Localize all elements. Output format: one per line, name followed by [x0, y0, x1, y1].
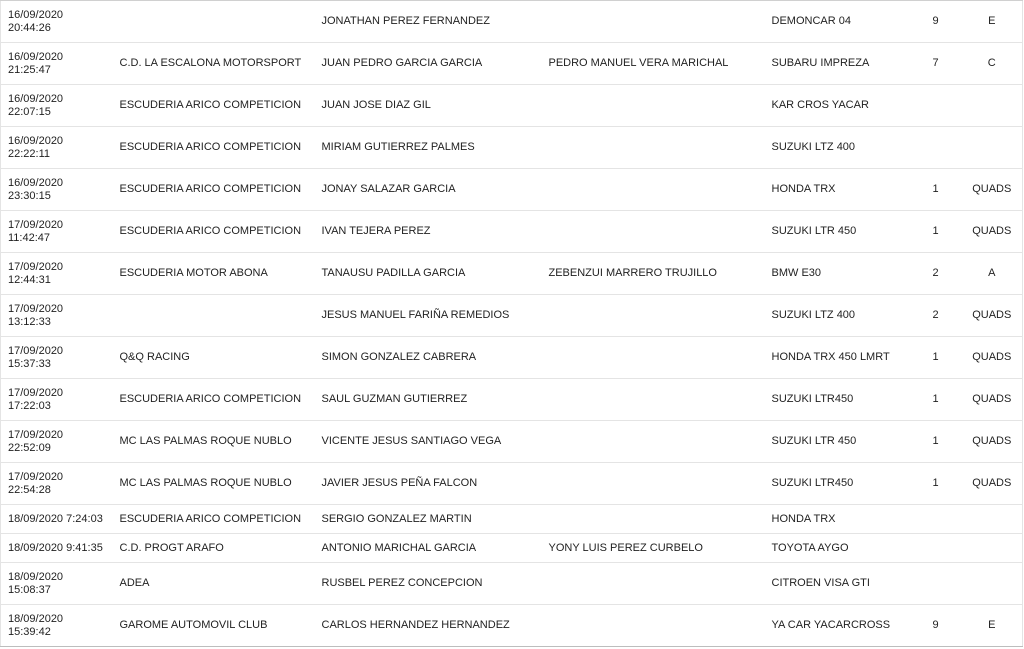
- table-row: [1, 563, 1023, 605]
- cell-driver: SAUL GUZMAN GUTIERREZ: [315, 379, 542, 421]
- datetime-date: 18/09/2020: [8, 570, 64, 583]
- datetime-date: 16/09/2020: [8, 134, 64, 147]
- cell-driver: VICENTE JESUS SANTIAGO VEGA: [315, 421, 542, 463]
- cell-datetime: [1, 127, 113, 169]
- cell-datetime: [1, 379, 113, 421]
- datetime-time: 22:07:15: [8, 105, 51, 118]
- cell-number: 1: [910, 379, 962, 421]
- cell-vehicle: BMW E30: [765, 253, 910, 295]
- cell-driver: CARLOS HERNANDEZ HERNANDEZ: [315, 605, 542, 647]
- cell-club: [113, 295, 315, 337]
- cell-club: ESCUDERIA ARICO COMPETICION: [113, 169, 315, 211]
- cell-club: ADEA: [113, 563, 315, 605]
- table-row: [1, 295, 1023, 337]
- cell-codriver: [542, 295, 765, 337]
- table-row: [1, 463, 1023, 505]
- datetime-time: 20:44:26: [8, 21, 51, 34]
- cell-number: 1: [910, 421, 962, 463]
- cell-datetime: [1, 337, 113, 379]
- cell-driver: JONAY SALAZAR GARCIA: [315, 169, 542, 211]
- cell-datetime: [1, 169, 113, 211]
- datetime-date: 16/09/2020: [8, 92, 64, 105]
- cell-category: A: [962, 253, 1023, 295]
- cell-category: QUADS: [962, 379, 1023, 421]
- cell-club: ESCUDERIA ARICO COMPETICION: [113, 127, 315, 169]
- cell-vehicle: SUZUKI LTZ 400: [765, 127, 910, 169]
- cell-datetime: [1, 505, 113, 534]
- datetime-date: 18/09/2020 9:41:35: [8, 541, 103, 554]
- cell-driver: JUAN PEDRO GARCIA GARCIA: [315, 43, 542, 85]
- cell-codriver: [542, 211, 765, 253]
- datetime-date: 17/09/2020: [8, 386, 64, 399]
- datetime-date: 16/09/2020: [8, 8, 64, 21]
- cell-driver: SIMON GONZALEZ CABRERA: [315, 337, 542, 379]
- cell-codriver: [542, 127, 765, 169]
- cell-category: QUADS: [962, 463, 1023, 505]
- cell-vehicle: SUZUKI LTR450: [765, 379, 910, 421]
- datetime-date: 17/09/2020: [8, 302, 64, 315]
- datetime-time: 22:54:28: [8, 483, 51, 496]
- cell-datetime: [1, 534, 113, 563]
- cell-category: [962, 534, 1023, 563]
- cell-vehicle: SUBARU IMPREZA: [765, 43, 910, 85]
- cell-category: C: [962, 43, 1023, 85]
- cell-vehicle: CITROEN VISA GTI: [765, 563, 910, 605]
- cell-number: 7: [910, 43, 962, 85]
- datetime-time: 11:42:47: [8, 231, 51, 244]
- datetime-time: 15:37:33: [8, 357, 51, 370]
- cell-number: 2: [910, 253, 962, 295]
- cell-club: Q&Q RACING: [113, 337, 315, 379]
- cell-driver: IVAN TEJERA PEREZ: [315, 211, 542, 253]
- cell-category: [962, 127, 1023, 169]
- cell-driver: JESUS MANUEL FARIÑA REMEDIOS: [315, 295, 542, 337]
- cell-driver: MIRIAM GUTIERREZ PALMES: [315, 127, 542, 169]
- cell-vehicle: HONDA TRX: [765, 505, 910, 534]
- datetime-time: 12:44:31: [8, 273, 51, 286]
- cell-category: QUADS: [962, 169, 1023, 211]
- cell-vehicle: YA CAR YACARCROSS: [765, 605, 910, 647]
- cell-number: 9: [910, 605, 962, 647]
- cell-driver: JONATHAN PEREZ FERNANDEZ: [315, 1, 542, 43]
- cell-category: QUADS: [962, 421, 1023, 463]
- cell-category: [962, 563, 1023, 605]
- cell-number: 1: [910, 211, 962, 253]
- cell-driver: JAVIER JESUS PEÑA FALCON: [315, 463, 542, 505]
- table-row: [1, 253, 1023, 295]
- cell-club: [113, 1, 315, 43]
- cell-category: QUADS: [962, 295, 1023, 337]
- cell-club: MC LAS PALMAS ROQUE NUBLO: [113, 421, 315, 463]
- table-row: [1, 421, 1023, 463]
- table-row: [1, 379, 1023, 421]
- cell-club: MC LAS PALMAS ROQUE NUBLO: [113, 463, 315, 505]
- cell-codriver: ZEBENZUI MARRERO TRUJILLO: [542, 253, 765, 295]
- table-row: [1, 169, 1023, 211]
- datetime-date: 16/09/2020: [8, 176, 64, 189]
- datetime-date: 16/09/2020: [8, 50, 64, 63]
- datetime-time: 15:39:42: [8, 625, 51, 638]
- cell-number: 9: [910, 1, 962, 43]
- cell-category: QUADS: [962, 211, 1023, 253]
- datetime-date: 17/09/2020: [8, 428, 64, 441]
- cell-vehicle: HONDA TRX 450 LMRT: [765, 337, 910, 379]
- cell-codriver: [542, 505, 765, 534]
- table-row: [1, 43, 1023, 85]
- cell-codriver: [542, 337, 765, 379]
- cell-number: [910, 534, 962, 563]
- cell-datetime: [1, 85, 113, 127]
- cell-number: 2: [910, 295, 962, 337]
- datetime-date: 17/09/2020: [8, 218, 64, 231]
- cell-codriver: PEDRO MANUEL VERA MARICHAL: [542, 43, 765, 85]
- datetime-time: 22:52:09: [8, 441, 51, 454]
- table-row: [1, 505, 1023, 534]
- cell-datetime: [1, 253, 113, 295]
- cell-club: ESCUDERIA MOTOR ABONA: [113, 253, 315, 295]
- cell-codriver: [542, 563, 765, 605]
- cell-vehicle: SUZUKI LTZ 400: [765, 295, 910, 337]
- cell-datetime: [1, 421, 113, 463]
- datetime-time: 22:22:11: [8, 147, 51, 160]
- cell-club: C.D. LA ESCALONA MOTORSPORT: [113, 43, 315, 85]
- datetime-date: 17/09/2020: [8, 344, 64, 357]
- datetime-date: 18/09/2020 7:24:03: [8, 512, 103, 525]
- table-row: [1, 534, 1023, 563]
- cell-driver: ANTONIO MARICHAL GARCIA: [315, 534, 542, 563]
- cell-driver: JUAN JOSE DIAZ GIL: [315, 85, 542, 127]
- cell-club: ESCUDERIA ARICO COMPETICION: [113, 379, 315, 421]
- cell-number: [910, 127, 962, 169]
- cell-club: ESCUDERIA ARICO COMPETICION: [113, 211, 315, 253]
- datetime-time: 13:12:33: [8, 315, 51, 328]
- cell-codriver: [542, 85, 765, 127]
- cell-category: [962, 505, 1023, 534]
- table-row: [1, 605, 1023, 647]
- entries-table-body: [1, 1, 1023, 647]
- table-row: [1, 1, 1023, 43]
- cell-club: C.D. PROGT ARAFO: [113, 534, 315, 563]
- datetime-time: 17:22:03: [8, 399, 51, 412]
- cell-codriver: [542, 463, 765, 505]
- cell-driver: RUSBEL PEREZ CONCEPCION: [315, 563, 542, 605]
- datetime-date: 17/09/2020: [8, 470, 64, 483]
- cell-number: 1: [910, 337, 962, 379]
- cell-driver: TANAUSU PADILLA GARCIA: [315, 253, 542, 295]
- cell-driver: SERGIO GONZALEZ MARTIN: [315, 505, 542, 534]
- cell-vehicle: SUZUKI LTR450: [765, 463, 910, 505]
- cell-datetime: [1, 43, 113, 85]
- cell-category: [962, 85, 1023, 127]
- cell-codriver: [542, 605, 765, 647]
- cell-category: QUADS: [962, 337, 1023, 379]
- table-row: [1, 337, 1023, 379]
- cell-datetime: [1, 605, 113, 647]
- cell-codriver: [542, 379, 765, 421]
- table-row: [1, 127, 1023, 169]
- cell-datetime: [1, 563, 113, 605]
- cell-vehicle: KAR CROS YACAR: [765, 85, 910, 127]
- cell-vehicle: DEMONCAR 04: [765, 1, 910, 43]
- datetime-time: 15:08:37: [8, 583, 51, 596]
- datetime-time: 23:30:15: [8, 189, 51, 202]
- cell-datetime: [1, 1, 113, 43]
- datetime-time: 21:25:47: [8, 63, 51, 76]
- cell-vehicle: SUZUKI LTR 450: [765, 421, 910, 463]
- cell-codriver: [542, 169, 765, 211]
- table-row: [1, 85, 1023, 127]
- cell-club: GAROME AUTOMOVIL CLUB: [113, 605, 315, 647]
- cell-number: [910, 505, 962, 534]
- cell-codriver: [542, 421, 765, 463]
- cell-club: ESCUDERIA ARICO COMPETICION: [113, 85, 315, 127]
- cell-vehicle: HONDA TRX: [765, 169, 910, 211]
- cell-number: [910, 563, 962, 605]
- cell-category: E: [962, 605, 1023, 647]
- table-row: [1, 211, 1023, 253]
- cell-codriver: [542, 1, 765, 43]
- cell-number: [910, 85, 962, 127]
- cell-club: ESCUDERIA ARICO COMPETICION: [113, 505, 315, 534]
- cell-datetime: [1, 295, 113, 337]
- cell-codriver: YONY LUIS PEREZ CURBELO: [542, 534, 765, 563]
- cell-number: 1: [910, 169, 962, 211]
- datetime-date: 18/09/2020: [8, 612, 64, 625]
- datetime-date: 17/09/2020: [8, 260, 64, 273]
- cell-datetime: [1, 211, 113, 253]
- cell-vehicle: TOYOTA AYGO: [765, 534, 910, 563]
- cell-category: E: [962, 1, 1023, 43]
- cell-vehicle: SUZUKI LTR 450: [765, 211, 910, 253]
- cell-datetime: [1, 463, 113, 505]
- cell-number: 1: [910, 463, 962, 505]
